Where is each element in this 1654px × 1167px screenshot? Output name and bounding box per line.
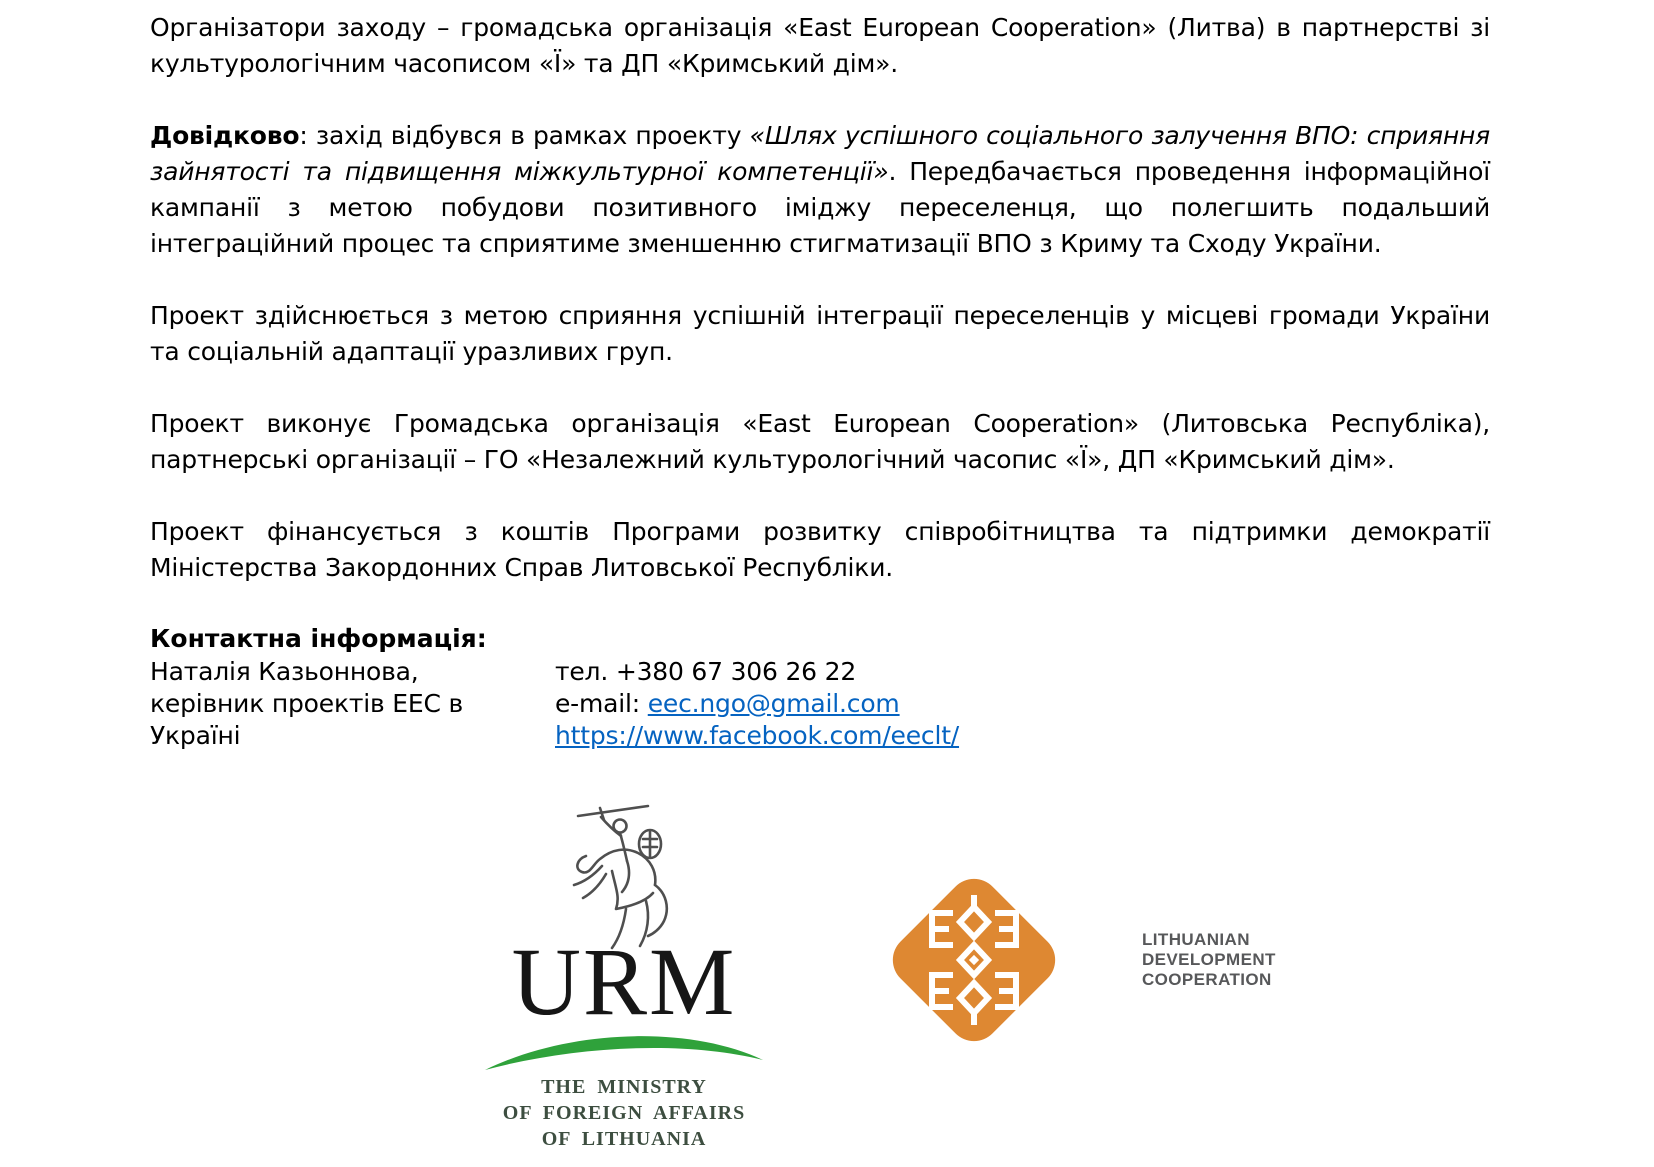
paragraph-project-funding: Проект фінансується з коштів Програми розвитку співробітництва та підтримки демократії Міністерства Закордонних Справ Литовської Республіки. xyxy=(150,517,1490,582)
facebook-link[interactable]: https://www.facebook.com/eeclt/ xyxy=(555,721,960,750)
email-label: e-mail: xyxy=(555,689,648,718)
contact-details xyxy=(555,656,1490,752)
contact-email-line xyxy=(555,688,1490,720)
ldc-line3: COOPERATION xyxy=(1142,970,1272,989)
urm-caption xyxy=(503,1074,745,1152)
ldc-wordmark xyxy=(1142,930,1276,990)
ldc-logo xyxy=(878,864,1276,1056)
ldc-diamond xyxy=(878,864,1070,1056)
reference-bold-lead: Довідково xyxy=(150,121,300,150)
contact-person xyxy=(150,656,555,752)
project-title-italic: «Шлях успішного соціального залучення ВПО: сприяння зайнятості та підвищення міжкультурної компетенції» xyxy=(150,121,1490,186)
reference-text-rest: . Передбачається проведення інформаційної кампанії з метою побудови позитивного іміджу переселенця, що полегшить подальший інтеграційний процес та сприятиме зменшенню стигматизації ВПО з Криму та Сходу України. xyxy=(150,157,1490,258)
paragraph-project-goal: Проект здійснюється з метою сприяння успішній інтеграції переселенців у місцеві громади України та соціальній адаптації уразливих груп. xyxy=(150,301,1490,366)
contact-heading: Контактна інформація: xyxy=(150,624,487,653)
partner-logos xyxy=(482,798,1490,1152)
urm-caption-line1: THE MINISTRY xyxy=(541,1076,707,1098)
contact-facebook-line xyxy=(555,720,1490,752)
ldc-line1: LITHUANIAN xyxy=(1142,930,1250,949)
urm-acronym: URM xyxy=(511,928,737,1035)
paragraph-project-partners: Проект виконує Громадська організація «East European Cooperation» (Литовська Республіка), партнерські організації – ГО «Незалежний культурологічний часопис «Ї», ДП «Кримський дім». xyxy=(150,409,1490,474)
urm-caption-line3: OF LITHUANIA xyxy=(541,1128,707,1150)
urm-green-swoosh-icon xyxy=(482,1026,766,1072)
contact-name: Наталія Казьоннова, xyxy=(150,657,419,686)
reference-text-mid: : захід відбувся в рамках проекту xyxy=(299,121,750,150)
ldc-line2: DEVELOPMENT xyxy=(1142,950,1276,969)
contact-section xyxy=(150,656,1490,752)
contact-phone: тел. +380 67 306 26 22 xyxy=(555,657,857,686)
email-link[interactable]: eec.ngo@gmail.com xyxy=(647,689,900,718)
urm-caption-line2: OF FOREIGN AFFAIRS xyxy=(502,1102,746,1124)
urm-ministry-logo xyxy=(482,798,766,1152)
contact-role-line2: Україні xyxy=(150,721,241,750)
paragraph-reference xyxy=(150,118,1490,262)
paragraph-organizers: Організатори заходу – громадська організація «East European Cooperation» (Литва) в партнерстві зі культурологічним часописом «Ї» та ДП «Кримський дім». xyxy=(150,13,1490,78)
baltic-ornament-icon xyxy=(924,895,1024,1025)
contact-role-line1: керівник проектів EEC в xyxy=(150,689,463,718)
